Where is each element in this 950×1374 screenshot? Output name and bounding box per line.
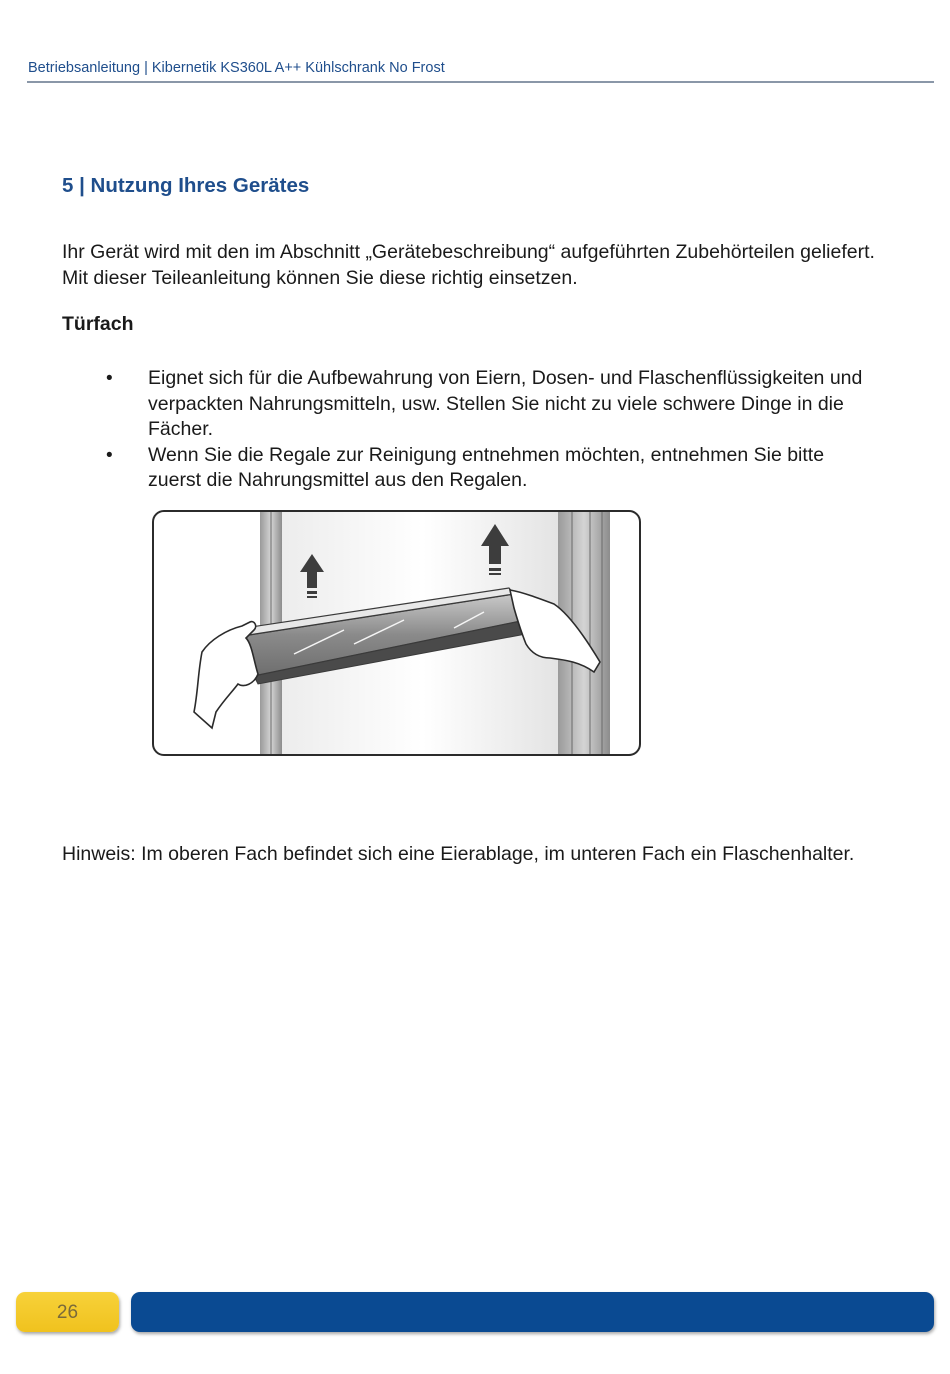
note-paragraph: Hinweis: Im oberen Fach befindet sich eine Eierablage, im unteren Fach ein Flaschenhalter.	[62, 843, 855, 865]
footer-bar	[131, 1292, 934, 1332]
door-shelf-removal-illustration	[152, 510, 641, 756]
header-divider	[27, 81, 934, 83]
bullet-symbol: •	[106, 368, 113, 389]
bullet-symbol: •	[106, 444, 113, 466]
door-compartment-bullet-list	[106, 366, 878, 494]
intro-paragraph: Ihr Gerät wird mit den im Abschnitt „Gerätebeschreibung“ aufgeführten Zubehörteilen geliefert. Mit dieser Teileanleitung können Sie diese richtig einsetzen.	[62, 241, 875, 289]
page-number: 26	[56, 1302, 79, 1323]
bullet-text: Wenn Sie die Regale zur Reinigung entnehmen möchten, entnehmen Sie bitte zuerst die Nahrungsmittel aus den Regalen.	[148, 443, 825, 491]
running-header: Betriebsanleitung | Kibernetik KS360L A++ Kühlschrank No Frost	[28, 60, 445, 76]
bullet-item	[106, 443, 878, 494]
bullet-item	[106, 366, 878, 443]
door-compartment-heading: Türfach	[62, 313, 134, 335]
bullet-text: Eignet sich für die Aufbewahrung von Eiern, Dosen- und Flaschenflüssigkeiten und verpackten Nahrungsmitteln, usw. Stellen Sie nicht zu viele schwere Dinge in die Fächer.	[148, 367, 863, 440]
page-number-tab	[16, 1292, 119, 1332]
section-title: 5 | Nutzung Ihres Gerätes	[62, 174, 310, 197]
